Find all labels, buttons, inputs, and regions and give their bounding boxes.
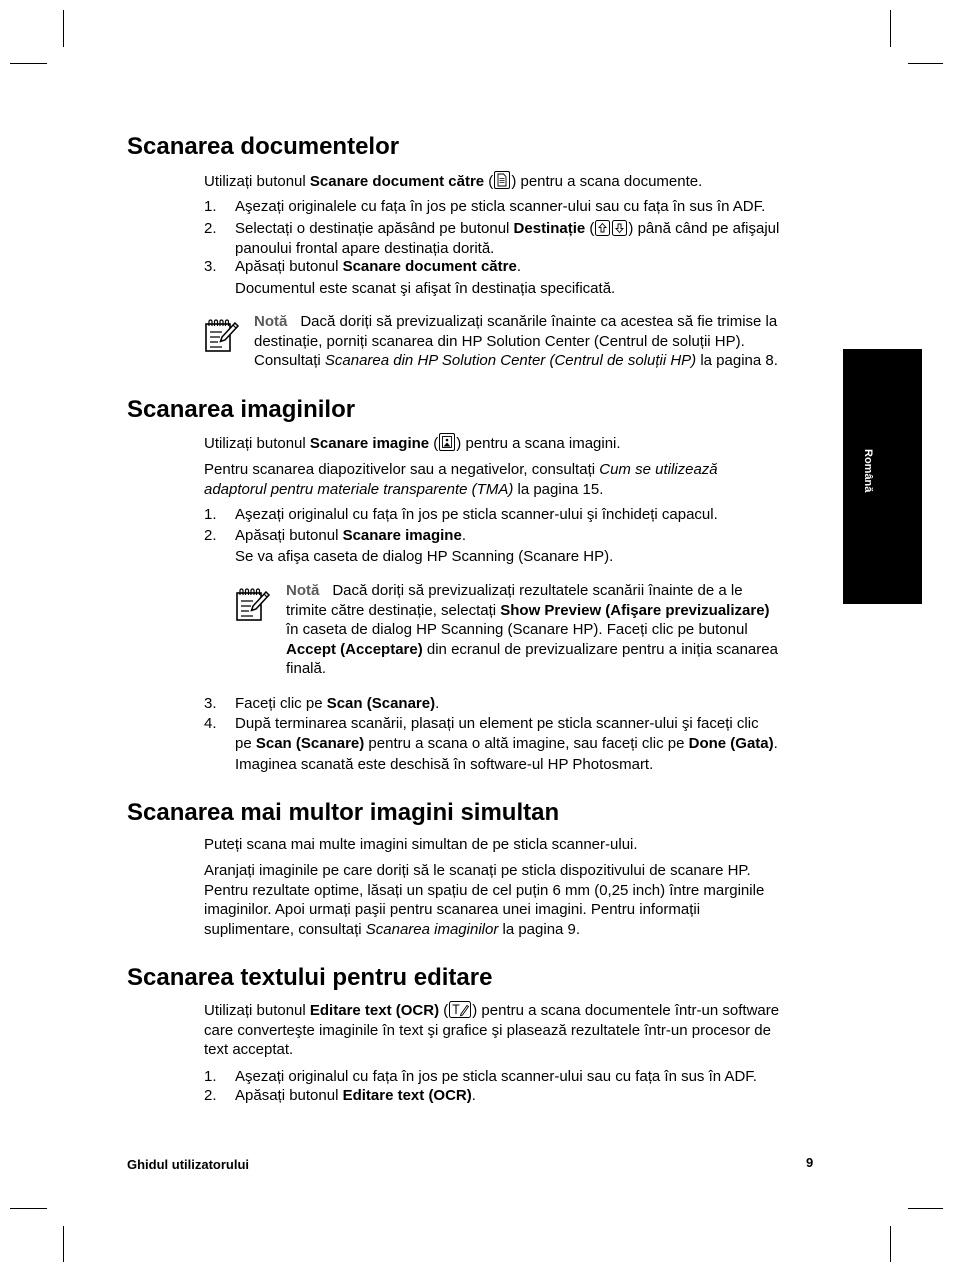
text-run: ( <box>429 435 439 452</box>
italic-text: adaptorul pentru materiale transparente (TMA) <box>204 480 514 498</box>
text-run: Pentru scanarea diapozitivelor sau a negativelor, consultați <box>204 461 600 478</box>
text-run: finală. <box>286 660 327 677</box>
text-run: în caseta de dialog HP Scanning (Scanare HP). Faceți clic pe butonul <box>286 621 748 638</box>
list-number: 2. <box>204 220 217 237</box>
text-run: Dacă doriți să previzualizați scanările înainte ca acestea să fie trimise la <box>300 313 778 330</box>
text-run: . <box>773 734 778 752</box>
text-line <box>204 1001 779 1021</box>
text-line <box>235 734 778 754</box>
destination-up-icon <box>595 220 610 236</box>
text-line <box>204 433 621 454</box>
document-scan-icon <box>494 171 510 189</box>
text-run: trimite către destinație, selectați <box>286 601 501 619</box>
list-item-text <box>235 1086 476 1106</box>
text-run: ( <box>585 220 595 237</box>
text-line <box>254 351 778 371</box>
text-line <box>235 526 466 546</box>
bold-text: Scanare document către <box>309 173 485 190</box>
bold-text: Scan (Scanare) <box>255 734 365 752</box>
page-number: 9 <box>806 1155 814 1170</box>
text-run: ) pentru a scana documente. <box>511 173 703 190</box>
text-line <box>204 1040 779 1060</box>
footer-title: Ghidul utilizatorului <box>127 1157 250 1172</box>
text-run: ( <box>484 173 494 190</box>
list-number: 1. <box>204 506 217 523</box>
crop-mark <box>908 1208 943 1209</box>
bold-text: Destinație <box>513 220 586 237</box>
text-line <box>235 239 779 259</box>
list-number: 4. <box>204 715 217 732</box>
text-run: . <box>435 695 440 712</box>
text-line <box>235 547 613 567</box>
text-run: ) pentru a scana imagini. <box>456 435 621 452</box>
section-heading-documents: Scanarea documentelor <box>127 133 400 160</box>
note-text <box>286 581 778 679</box>
text-line <box>286 620 778 640</box>
section-heading-images: Scanarea imaginilor <box>127 396 356 423</box>
text-line <box>286 659 778 679</box>
text-run: Apăsați butonul <box>235 1087 343 1104</box>
text-run: Aranjați imaginile pe care doriți să le scanați pe sticla dispozitivului de scanare HP. <box>204 862 751 879</box>
text-run: ) până când pe afişajul <box>628 220 780 237</box>
list-item-text <box>235 694 439 714</box>
text-line <box>235 755 653 775</box>
section-heading-ocr: Scanarea textului pentru editare <box>127 964 493 991</box>
bold-text: Accept (Acceptare) <box>286 640 423 658</box>
crop-mark <box>63 1226 64 1262</box>
text-run: din ecranul de previzualizare pentru a iniția scanarea <box>422 640 778 658</box>
language-tab-label: Română <box>862 449 874 493</box>
list-number: 2. <box>204 527 217 544</box>
text-line <box>235 1086 476 1106</box>
language-tab <box>843 349 922 604</box>
text-run: Utilizați butonul <box>204 1002 310 1019</box>
paragraph <box>204 835 638 855</box>
text-run: . <box>471 1087 476 1104</box>
text-run: Consultați <box>254 352 325 369</box>
text-line <box>235 279 615 299</box>
list-item <box>204 694 439 714</box>
step-result <box>235 547 613 567</box>
list-number: 1. <box>204 198 217 215</box>
text-run: la pagina 8. <box>696 352 778 369</box>
list-item <box>204 714 778 753</box>
text-line <box>235 714 778 734</box>
list-item-text <box>235 505 718 525</box>
text-line <box>235 257 521 277</box>
note-icon <box>235 586 271 622</box>
text-line <box>235 219 779 239</box>
italic-text: Scanarea imaginilor <box>365 920 499 938</box>
text-run: Apăsați butonul <box>235 258 343 275</box>
paragraph <box>204 171 702 192</box>
bold-text: Scanare imagine <box>342 527 462 544</box>
text-run: Documentul este scanat şi afişat în destinația specificată. <box>235 280 616 297</box>
crop-mark <box>890 1226 891 1262</box>
list-item-text <box>235 1067 757 1087</box>
text-run: text acceptat. <box>204 1041 294 1058</box>
text-run: Utilizați butonul <box>204 173 310 190</box>
text-run: Utilizați butonul <box>204 435 310 452</box>
paragraph <box>204 433 621 454</box>
text-run: . <box>516 258 521 275</box>
text-run: Faceți clic pe <box>235 695 327 712</box>
text-run: pe <box>235 734 256 752</box>
bold-text: Editare text (OCR) <box>309 1002 440 1019</box>
step-result <box>235 755 653 775</box>
list-item-text <box>235 197 765 217</box>
text-line <box>204 1021 779 1041</box>
text-run: Aşezați originalele cu fața în jos pe sticla scanner-ului sau cu fața în sus în ADF. <box>235 198 766 215</box>
text-line <box>286 581 778 601</box>
note-label: Notă <box>254 313 288 330</box>
text-run: Pentru rezultate optime, lăsați un spațiu de cel puțin 6 mm (0,25 inch) între marginile <box>204 881 765 899</box>
text-line <box>204 920 764 940</box>
text-run: destinație, porniți scanarea din HP Solution Center (Centrul de soluții HP). <box>254 332 745 350</box>
text-run: pentru a scana o altă imagine, sau faceți clic pe <box>364 734 689 752</box>
text-line <box>286 601 778 621</box>
section-heading-multiple: Scanarea mai multor imagini simultan <box>127 799 560 826</box>
list-item <box>204 505 718 525</box>
crop-mark <box>10 1208 47 1209</box>
italic-text: Scanarea din HP Solution Center (Centrul de soluții HP) <box>324 352 697 369</box>
list-item <box>204 197 765 217</box>
list-item-text <box>235 714 778 753</box>
text-line <box>204 171 702 192</box>
note-icon <box>204 317 240 353</box>
image-scan-icon <box>439 433 455 451</box>
text-run: Apăsați butonul <box>235 527 343 544</box>
list-item <box>204 526 466 546</box>
crop-mark <box>63 10 64 47</box>
text-line <box>235 197 765 217</box>
text-line <box>235 1067 757 1087</box>
note-text <box>254 312 778 371</box>
text-run: la pagina 15. <box>513 480 604 498</box>
list-item-text <box>235 257 521 277</box>
text-line <box>235 694 439 714</box>
italic-text: Cum se utilizează <box>599 461 718 478</box>
list-item <box>204 1067 757 1087</box>
list-item-text <box>235 526 466 546</box>
bold-text: Editare text (OCR) <box>342 1087 472 1104</box>
step-result <box>235 279 615 299</box>
paragraph <box>204 460 718 499</box>
text-run: Selectați o destinație apăsând pe butonul <box>235 220 514 237</box>
crop-mark <box>908 63 943 64</box>
text-line <box>204 861 764 881</box>
text-run: Imaginea scanată este deschisă în software-ul HP Photosmart. <box>235 756 654 773</box>
list-number: 3. <box>204 258 217 275</box>
text-run: După terminarea scanării, plasați un element pe sticla scanner-ului şi faceți clic <box>235 715 759 732</box>
list-number: 2. <box>204 1087 217 1104</box>
text-run: Aşezați originalul cu fața în jos pe sticla scanner-ului sau cu fața în sus în ADF. <box>235 1068 757 1085</box>
destination-down-icon <box>612 220 627 236</box>
text-line <box>204 881 764 901</box>
list-item <box>204 257 521 277</box>
paragraph <box>204 1001 779 1060</box>
list-item <box>204 219 779 258</box>
text-run: Puteți scana mai multe imagini simultan de pe sticla scanner-ului. <box>204 836 638 853</box>
text-line <box>254 312 778 332</box>
crop-mark <box>10 63 47 64</box>
text-line <box>286 640 778 660</box>
bold-text: Scan (Scanare) <box>326 695 436 712</box>
text-run: la pagina 9. <box>498 920 581 938</box>
text-run: Se va afişa caseta de dialog HP Scanning (Scanare HP). <box>235 548 614 565</box>
list-number: 1. <box>204 1068 217 1085</box>
text-run: suplimentare, consultați <box>204 920 366 938</box>
bold-text: Scanare imagine <box>309 435 430 452</box>
crop-mark <box>890 10 891 47</box>
text-run: Dacă doriți să previzualizați rezultatele scanării înainte de a le <box>332 582 743 599</box>
text-run: imaginilor. Apoi urmați paşii pentru scanarea unei imagini. Pentru informații <box>204 901 701 918</box>
bold-text: Show Preview (Afişare previzualizare) <box>500 601 770 619</box>
text-run: ) pentru a scana documentele într-un software <box>472 1002 780 1019</box>
paragraph <box>204 861 764 939</box>
text-line <box>204 900 764 920</box>
text-run: . <box>461 527 466 544</box>
text-line <box>254 332 778 352</box>
text-line <box>204 460 718 480</box>
text-run: ( <box>439 1002 449 1019</box>
list-item-text <box>235 219 779 258</box>
note-label: Notă <box>286 582 320 599</box>
text-line <box>204 480 718 500</box>
bold-text: Done (Gata) <box>688 734 774 752</box>
text-line <box>204 835 638 855</box>
bold-text: Scanare document către <box>342 258 517 275</box>
text-line <box>235 505 718 525</box>
list-number: 3. <box>204 695 217 712</box>
list-item <box>204 1086 476 1106</box>
text-run: panoului frontal apare destinația dorită. <box>235 239 495 257</box>
text-run: care converteşte imaginile în text şi grafice şi plasează rezultatele într-un procesor de <box>204 1021 771 1039</box>
ocr-text-icon <box>449 1001 471 1018</box>
text-run: Aşezați originalul cu fața în jos pe sticla scanner-ului şi închideți capacul. <box>235 506 718 523</box>
